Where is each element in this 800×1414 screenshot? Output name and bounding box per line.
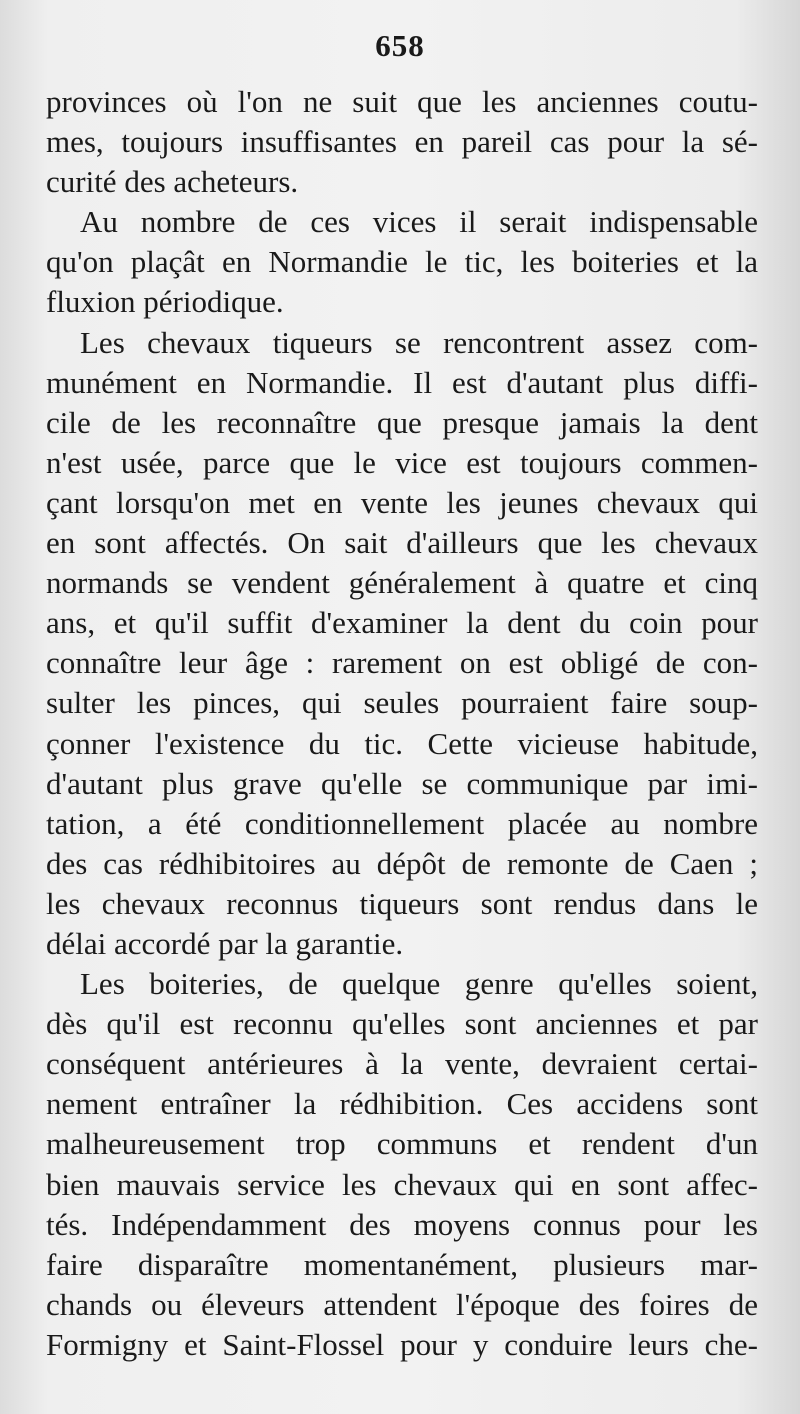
text-line: en sont affectés. On sait d'ailleurs que les chevaux [46, 525, 758, 561]
text-line: çonner l'existence du tic. Cette vicieuse habitude, [46, 725, 758, 761]
text-line: d'autant plus grave qu'elle se communique par imi- [46, 765, 758, 801]
text-line: cile de les reconnaître que presque jamais la dent [46, 404, 758, 440]
text-line: malheureusement trop communs et rendent d'un [46, 1126, 758, 1162]
text-line: normands se vendent généralement à quatre et cinq [46, 565, 758, 601]
text-line: délai accordé par la garantie. [46, 925, 404, 961]
text-line: des cas rédhibitoires au dépôt de remonte de Caen ; [46, 845, 758, 881]
text-line: connaître leur âge : rarement on est obligé de con- [46, 645, 758, 681]
text-line: bien mauvais service les chevaux qui en sont affec- [46, 1166, 758, 1202]
text-line: tés. Indépendamment des moyens connus pour les [46, 1206, 758, 1242]
text-line: faire disparaître momentanément, plusieurs mar- [46, 1246, 758, 1282]
text-line: Les boiteries, de quelque genre qu'elles soient, [80, 966, 758, 1002]
text-line: tation, a été conditionnellement placée au nombre [46, 805, 758, 841]
body-text [46, 82, 758, 1365]
page-number: 658 [375, 28, 425, 63]
text-line: mes, toujours insuffisantes en pareil cas pour la sé- [46, 124, 758, 160]
text-line: nement entraîner la rédhibition. Ces accidens sont [46, 1086, 758, 1122]
text-line: chands ou éleveurs attendent l'époque des foires de [46, 1286, 758, 1322]
text-line: munément en Normandie. Il est d'autant plus diffi- [46, 364, 758, 400]
text-line: dès qu'il est reconnu qu'elles sont anciennes et par [46, 1006, 758, 1042]
text-line: Au nombre de ces vices il serait indispensable [80, 204, 758, 240]
text-line: sulter les pinces, qui seules pourraient faire soup- [46, 685, 758, 721]
text-line: conséquent antérieures à la vente, devraient certai- [46, 1046, 758, 1082]
text-line: provinces où l'on ne suit que les anciennes coutu- [46, 84, 758, 119]
text-line: çant lorsqu'on met en vente les jeunes chevaux qui [46, 484, 758, 520]
text-line: fluxion périodique. [46, 284, 284, 320]
text-line: n'est usée, parce que le vice est toujours commen- [46, 444, 758, 480]
text-line: Formigny et Saint-Flossel pour y conduire leurs che- [46, 1326, 758, 1362]
text-line: qu'on plaçât en Normandie le tic, les boiteries et la [46, 244, 758, 280]
text-line: Les chevaux tiqueurs se rencontrent assez com- [80, 324, 758, 360]
text-line: ans, et qu'il suffit d'examiner la dent du coin pour [46, 605, 758, 641]
text-line: curité des acheteurs. [46, 164, 299, 200]
text-line: les chevaux reconnus tiqueurs sont rendus dans le [46, 885, 758, 921]
